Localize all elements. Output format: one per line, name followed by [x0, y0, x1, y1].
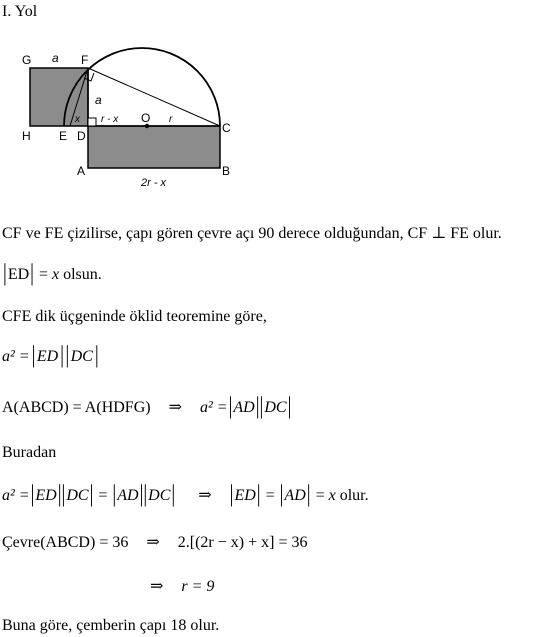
label-f: F — [81, 53, 89, 67]
line-ed-equals-x: |ED| = x olsun. — [3, 260, 102, 287]
line-area-equality: A(ABCD) = A(HDFG) ⇒ a² =|AD||DC| — [2, 393, 292, 420]
line-buradan: Buradan — [2, 444, 57, 461]
x-var: x — [51, 266, 60, 283]
rectangle-abcd — [88, 126, 220, 168]
a2-lhs: a² = — [2, 487, 30, 504]
ed-term: ED — [36, 348, 59, 365]
label-g: G — [22, 53, 32, 67]
label-a-top: a — [52, 51, 59, 65]
geometry-figure — [18, 40, 268, 200]
implies-arrow: ⇒ — [146, 534, 160, 551]
label-a-point: A — [77, 164, 86, 178]
label-r: r — [169, 114, 173, 125]
line-chain: a² =|ED||DC| = |AD||DC| ⇒ |ED| = |AD| = x olur. — [2, 481, 369, 508]
a2-lhs: a² = — [2, 348, 30, 365]
olsun-word: olsun. — [63, 266, 102, 283]
ed-term: ED — [7, 266, 30, 283]
line-perimeter — [2, 533, 307, 553]
eq-sign: = — [98, 487, 108, 504]
perimeter-expr: 2.[(2r − x) + x] = 36 — [177, 534, 308, 551]
implies-arrow: ⇒ — [198, 487, 212, 504]
line-a2-ed-dc: a² =|ED||DC| — [2, 342, 100, 369]
label-b: B — [222, 164, 231, 178]
ad-term: AD — [233, 399, 255, 416]
implies-arrow: ⇒ — [168, 399, 182, 416]
olur-word: olur. — [339, 487, 369, 504]
label-e: E — [59, 129, 68, 143]
eq-sign-2: = — [265, 487, 275, 504]
label-c: C — [222, 121, 231, 135]
label-x: x — [75, 114, 80, 125]
label-2r-minus-x: 2r - x — [141, 177, 167, 189]
ad-term-2: AD — [284, 487, 306, 504]
label-o: O — [141, 111, 151, 125]
eq-sign-3: = — [315, 487, 325, 504]
heading: I. Yol — [2, 3, 38, 20]
right-angle-mark-d — [88, 118, 96, 126]
label-d: D — [77, 129, 86, 143]
label-r-minus-x: r - x — [101, 114, 119, 125]
ad-term: AD — [117, 487, 139, 504]
dc-term: DC — [66, 487, 89, 504]
eq-sign: = — [38, 266, 48, 283]
label-a-side: a — [95, 93, 102, 107]
line-conclusion: Buna göre, çemberin çapı 18 olur. — [2, 617, 220, 634]
ed-term-2: ED — [234, 487, 256, 504]
dc-term: DC — [70, 348, 93, 365]
a2-lhs: a² = — [199, 399, 228, 416]
area-text: A(ABCD) = A(HDFG) — [2, 399, 151, 416]
implies-arrow: ⇒ — [150, 578, 164, 595]
line-perpendicular: CF ve FE çizilirse, çapı gören çevre açı 90 derece olduğundan, CF ⊥ FE olur. — [2, 225, 502, 242]
x-var: x — [328, 487, 336, 504]
dc-term: DC — [148, 487, 171, 504]
r-result: r = 9 — [181, 578, 215, 595]
line-r-equals-9 — [150, 577, 214, 597]
label-h: H — [22, 129, 31, 143]
dc-term: DC — [264, 399, 287, 416]
ed-term: ED — [35, 487, 57, 504]
line-euclid: CFE dik üçgeninde öklid teoremine göre, — [2, 308, 267, 325]
perimeter-text: Çevre(ABCD) = 36 — [2, 534, 129, 551]
